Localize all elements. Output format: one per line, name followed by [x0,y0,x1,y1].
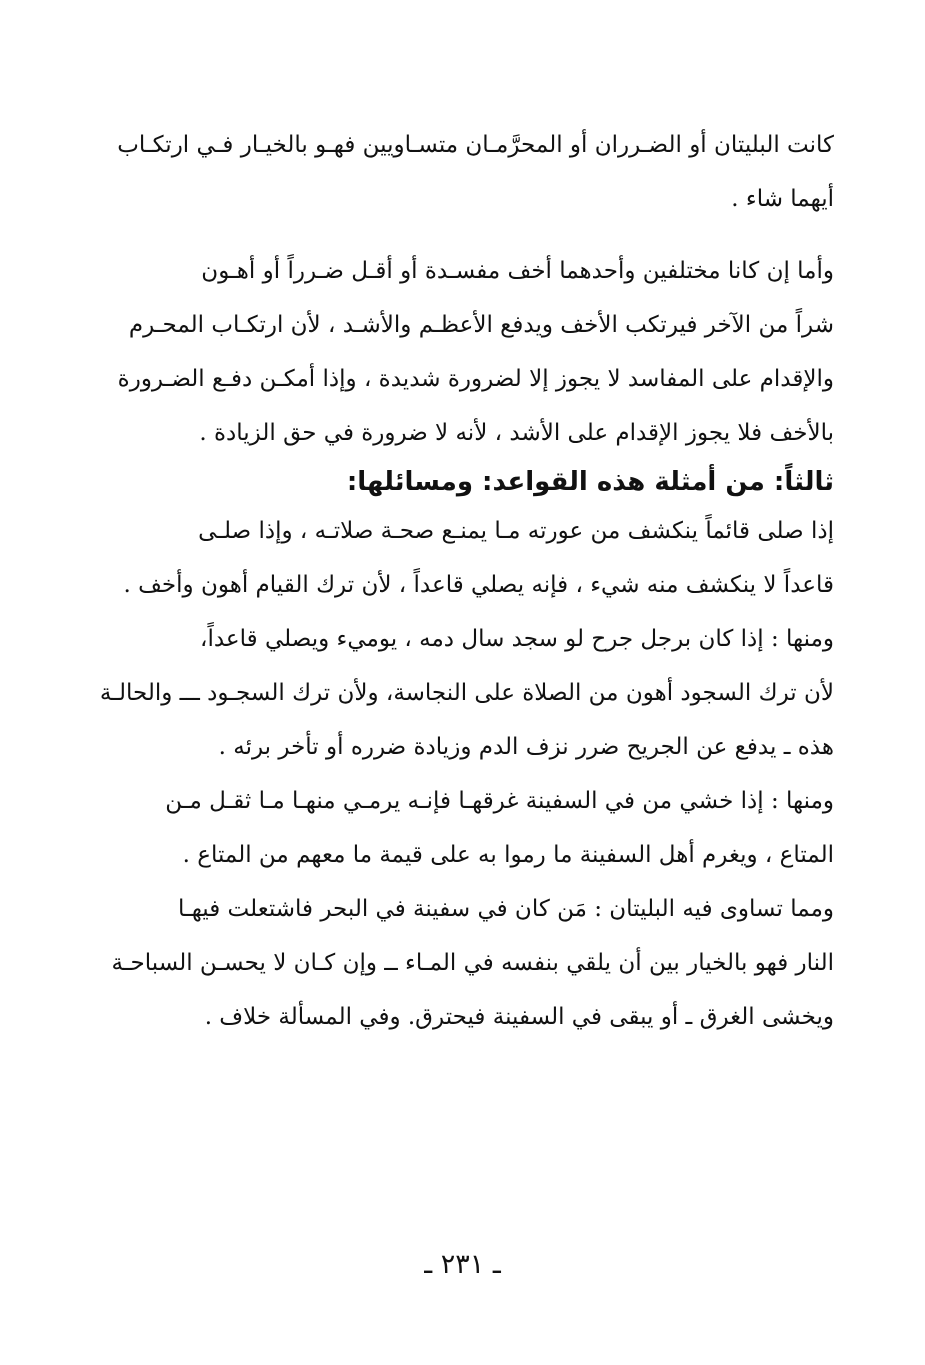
example-paragraph [96,612,834,774]
text-line: ومنها : إذا كان برجل جرح لو سجد سال دمه ، يوميء ويصلي قاعداً، [200,626,834,652]
text-line: ومنها : إذا خشي من في السفينة غرقهـا فإنـه يرمـي منهـا مـا ثقـل مـن [165,788,834,814]
text-line: ويخشى الغرق ـ أو يبقى في السفينة فيحترق. وفي المسألة خلاف . [204,1004,834,1030]
text-line: كانت البليتان أو الضـرران أو المحرَّمـان متسـاويين فهـو بالخيـار فـي ارتكـاب [117,132,834,158]
text-line: لأن ترك السجود أهون من الصلاة على النجاسة، ولأن ترك السجـود ـــ والحالـة [99,680,834,706]
text-line: وأما إن كانا مختلفين وأحدهما أخف مفسـدة أو أقـل ضـرراً أو أهـون [201,258,834,284]
paragraph-rule [96,244,834,460]
example-paragraph [96,504,834,612]
text-line: النار فهو بالخيار بين أن يلقي بنفسه في المـاء ــ وإن كـان لا يحسـن السباحـة [111,950,834,976]
example-paragraph [96,882,834,1044]
page-number: ـ ٢٣١ ـ [424,1249,501,1280]
text-line: ومما تساوى فيه البليتان : مَن كان في سفينة في البحر فاشتعلت فيهـا [177,896,834,922]
text-line: المتاع ، ويغرم أهل السفينة ما رموا به على قيمة ما معهم من المتاع . [182,842,834,868]
text-line: قاعداً لا ينكشف منه شيء ، فإنه يصلي قاعداً ، لأن ترك القيام أهون وأخف . [123,572,834,598]
example-paragraph [96,774,834,882]
text-line: هذه ـ يدفع عن الجريح ضرر نزف الدم وزيادة ضرره أو تأخر برئه . [218,734,834,760]
text-line: بالأخف فلا يجوز الإقدام على الأشد ، لأنه لا ضرورة في حق الزيادة . [199,420,834,446]
page-body [96,118,834,1044]
text-line: أيهما شاء . [731,186,834,212]
text-line: إذا صلى قائماً ينكشف من عورته مـا يمنـع صحـة صلاتـه ، وإذا صلـى [198,518,834,544]
text-line: شراً من الآخر فيرتكب الأخف ويدفع الأعظـم والأشـد ، لأن ارتكـاب المحـرم [128,312,834,338]
paragraph-intro [96,118,834,226]
text-line: والإقدام على المفاسد لا يجوز إلا لضرورة شديدة ، وإذا أمكـن دفـع الضـرورة [117,366,834,392]
section-heading: ثالثاً: من أمثلة هذه القواعد: ومسائلها: [346,467,834,497]
